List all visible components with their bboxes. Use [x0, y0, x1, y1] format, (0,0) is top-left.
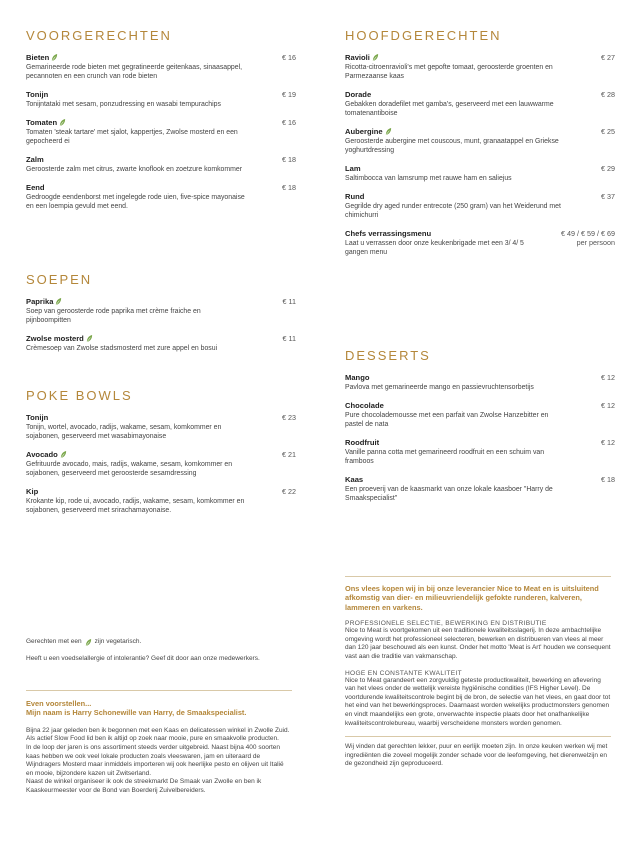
item-header — [26, 413, 296, 422]
item-header — [345, 373, 615, 382]
divider — [345, 736, 611, 737]
item-description: Laat u verrassen door onze keukenbrigade met een 3/ 4/ 5 gangen menu — [345, 240, 524, 256]
section-desserts — [345, 348, 615, 512]
item-name-text: Tomaten — [26, 118, 58, 127]
item-name-text: Lam — [345, 164, 361, 173]
item-name-text: Chocolade — [345, 401, 384, 410]
item-name-text: Tonijn — [26, 90, 49, 99]
item-name-text: Zalm — [26, 155, 44, 164]
item-price: € 29 — [601, 164, 615, 173]
item-price: € 18 — [282, 155, 296, 164]
menu-item — [26, 413, 296, 441]
item-name-text: Bieten — [26, 53, 50, 62]
item-name-text: Eend — [26, 183, 45, 192]
item-header — [26, 183, 296, 192]
meat-subheading-2: HOGE EN CONSTANTE KWALITEIT — [345, 669, 462, 677]
meat-paragraph-2: Nice to Meat garandeert een zorgvuldig geteste productkwaliteit, bewerking en aflevering van het vlees onder de wettelijk vereiste hygiënische condities (IFS Higher Level). De voortdurende kwaliteitscontrole begint bij de bron, de selectie van het vlees, en gaat door tot het eind van het bewerkingsproces. Daarnaast worden wekelijks productmonsters genomen en vindt maandelijks een grote, onverwachte inspectie plaats door het onafhankelijke kwaliteitscontrolebureau, waarbij verscheidene monsters worden genomen. — [345, 676, 611, 727]
menu-item — [345, 164, 615, 183]
menu-item — [26, 53, 296, 81]
item-header — [26, 155, 296, 164]
section-title: DESSERTS — [345, 348, 431, 363]
menu-item — [26, 155, 296, 174]
item-description: Krokante kip, rode ui, avocado, radijs, wakame, sesam, komkommer en sojabonen, geserveerd met sriracha​mayonaise. — [26, 498, 245, 514]
item-name — [345, 401, 384, 410]
item-description: Gemarineerde rode bieten met gegratineerde geitenkaas, sinaasappel, pecannoten en een crunch van rode bieten — [26, 64, 243, 80]
item-price: € 18 — [282, 183, 296, 192]
item-name — [345, 192, 364, 201]
item-name — [26, 183, 45, 192]
harry-heading-1: Even voorstellen... — [26, 699, 92, 708]
item-header — [26, 487, 296, 496]
vegetarian-note-prefix: Gerechten met een — [26, 638, 82, 646]
item-name-text: Aubergine — [345, 127, 383, 136]
item-name — [26, 487, 38, 496]
item-price: € 16 — [282, 118, 296, 127]
leaf-icon — [385, 127, 392, 136]
leaf-icon — [55, 297, 62, 306]
meat-subheading-1: PROFESSIONELE SELECTIE, BEWERKING EN DISTRIBUTIE — [345, 620, 547, 628]
section-soepen — [26, 272, 296, 362]
leaf-icon — [372, 53, 379, 62]
item-name — [26, 118, 66, 127]
item-name — [26, 297, 62, 306]
harry-paragraph-2: In de loop der jaren is ons assortiment steeds verder uitgebreid. Naast bijna 400 soorten kaas hebben we ook veel lokale producten zoals vleeswaren, jam en uiteraard de Wijndragers Mosterd maar inmiddels importeren wij ook heerlijke pesto en olijven uit Italië en mooie, bijzondere kazen uit Zwitserland. — [26, 744, 284, 777]
item-header — [345, 192, 615, 201]
item-header — [345, 127, 615, 136]
leaf-icon — [59, 118, 66, 127]
item-price-unit: per persoon — [576, 238, 615, 247]
item-price-value: € 49 / € 59 / € 69 — [561, 229, 615, 238]
item-name-text: Roodfruit — [345, 438, 380, 447]
leaf-icon — [60, 450, 67, 459]
harry-paragraph-1: Bijna 22 jaar geleden ben ik begonnen met een Kaas en delicatessen winkel in Zwolle Zuid. Als actief Slow Food lid ben ik altijd op zoek naar mooie, pure en smaakvolle producten. — [26, 726, 290, 743]
section-hoofdgerechten — [345, 28, 615, 266]
item-price: € 19 — [282, 90, 296, 99]
menu-item — [345, 438, 615, 466]
item-header — [345, 401, 615, 410]
item-price: € 25 — [601, 127, 615, 136]
item-price: € 37 — [601, 192, 615, 201]
item-description: Tonijntataki met sesam, ponzudressing en wasabi tempurachips — [26, 101, 221, 108]
menu-item — [26, 334, 296, 353]
menu-item — [345, 475, 615, 503]
menu-item — [26, 487, 296, 515]
section-title: HOOFDGERECHTEN — [345, 28, 502, 43]
item-price: € 12 — [601, 373, 615, 382]
leaf-icon — [51, 53, 58, 62]
item-name — [26, 155, 44, 164]
item-name-text: Dorade — [345, 90, 372, 99]
item-description: Geroosterde aubergine met couscous, munt, granaatappel en Griekse yoghurtdressing — [345, 138, 559, 154]
menu-item — [26, 118, 296, 146]
item-name — [26, 413, 48, 422]
item-description: Geroosterde zalm met citrus, zwarte knoflook en zoetzure komkommer — [26, 166, 242, 173]
footnotes — [26, 638, 296, 664]
meat-paragraph-1: Nice to Meat is voortgekomen uit een traditionele kwaliteitsslagerij. In deze ambachtelijke omgeving wordt het professioneel selecteren, bewerken en distribueren van vlees al meer dan 120 jaar beschouwd als een kunst. Onder het motto 'Meat is Art' houden we consequent vast aan die traditie van vakmanschap. — [345, 627, 611, 660]
item-price: € 28 — [601, 90, 615, 99]
item-name — [26, 334, 93, 343]
item-name — [345, 438, 379, 447]
meat-section — [345, 576, 611, 769]
item-name-text: Chefs verrassingsmenu — [345, 229, 432, 238]
item-description: Tomaten 'steak tartare' met sjalot, kappertjes, Zwolse mosterd en een gepocheerd ei — [26, 129, 238, 145]
item-name-text: Kip — [26, 487, 39, 496]
item-name — [26, 450, 67, 459]
section-voorgerechten — [26, 28, 296, 211]
item-header — [26, 118, 296, 127]
meat-paragraph-3: Wij vinden dat gerechten lekker, puur en eerlijk moeten zijn. In onze keuken werken wij met ingrediënten die zoveel mogelijk zonder schade voor de leefomgeving, het dierenwelzijn en de gezondheid zijn geproduceerd. — [345, 743, 608, 768]
item-price: € 27 — [601, 53, 615, 62]
item-description: Soep van geroosterde rode paprika met crème fraiche en pijnboompitten — [26, 308, 201, 324]
item-price — [561, 229, 615, 247]
item-header — [26, 334, 296, 343]
item-header — [345, 475, 615, 484]
item-description: Een proeverij van de kaasmarkt van onze lokale kaasboer "Harry de Smaakspecialist" — [345, 486, 553, 502]
item-name-text: Mango — [345, 373, 370, 382]
item-name — [345, 475, 363, 484]
item-price: € 16 — [282, 53, 296, 62]
item-name — [26, 90, 48, 99]
menu-item — [26, 297, 296, 325]
divider — [26, 690, 292, 691]
item-header — [26, 297, 296, 306]
item-description: Gegrilde dry aged runder entrecote (250 gram) van het Weiderund met chimichurri — [345, 203, 561, 219]
item-name — [26, 53, 58, 62]
item-name — [345, 373, 369, 382]
item-name — [345, 127, 392, 136]
left-column — [26, 28, 296, 220]
item-description: Pure chocolademousse met een parfait van Zwolse Hanzebitter en pastel de nata — [345, 412, 549, 428]
item-price: € 11 — [282, 334, 296, 343]
menu-item — [345, 192, 615, 220]
menu-item — [26, 183, 296, 211]
vegetarian-note — [26, 638, 296, 647]
item-description: Gebakken doradefilet met gamba's, geserveerd met een lauwwarme tomatenantiboise — [345, 101, 554, 117]
harry-section — [26, 690, 292, 796]
item-name-text: Rund — [345, 192, 365, 201]
harry-heading-2: Mijn naam is Harry Schonewille van Harry, de Smaakspecialist. — [26, 708, 247, 718]
harry-paragraph-3: Naast de winkel organiseer ik ook de streekmarkt De Smaak van Zwolle en ben ik Kaaskeurmeester voor de Bond van Boerderij Zuivelbereiders. — [26, 778, 262, 794]
item-header — [26, 450, 296, 459]
item-name — [345, 229, 431, 238]
item-name-text: Kaas — [345, 475, 364, 484]
item-description: Vanille panna cotta met gemarineerd roodfruit en een schuim van framboos — [345, 449, 545, 465]
item-name-text: Avocado — [26, 450, 58, 459]
menu-item — [26, 450, 296, 478]
item-header — [26, 90, 296, 99]
menu-item — [345, 90, 615, 118]
item-description: Tonijn, wortel, avocado, radijs, wakame, sesam, komkommer en sojabonen, geserveerd met wasabimayonaise — [26, 424, 222, 440]
item-description: Ricotta-citroenravioli's met gepofte tomaat, geroosterde groenten en Parmezaanse kaas — [345, 64, 553, 80]
item-price: € 18 — [601, 475, 615, 484]
item-name-text: Ravioli — [345, 53, 370, 62]
item-name — [345, 90, 371, 99]
item-name-text: Zwolse mosterd — [26, 334, 84, 343]
item-description: Gedroogde eendenborst met ingelegde rode uien, five-spice mayonaise en een loempia gevuld met eend. — [26, 194, 245, 210]
section-title: POKE BOWLS — [26, 388, 133, 403]
item-description: Pavlova met gemarineerde mango en passievruchtensorbetijs — [345, 384, 534, 391]
divider — [345, 576, 611, 577]
allergy-note: Heeft u een voedselallergie of intolerantie? Geef dit door aan onze medewerkers. — [26, 655, 260, 662]
section-poke-bowls — [26, 388, 296, 524]
item-name-text: Paprika — [26, 297, 54, 306]
item-name-text: Tonijn — [26, 413, 49, 422]
item-description: Gefrituurde avocado, mais, radijs, wakame, sesam, komkommer en sojabonen, geserveerd met geroosterde sesamdressing — [26, 461, 233, 477]
vegetarian-note-suffix: zijn vegetarisch. — [94, 638, 142, 646]
section-title: VOORGERECHTEN — [26, 28, 172, 43]
meat-heading: Ons vlees kopen wij in bij onze leverancier Nice to Meat en is uitsluitend afkomstig van dier- en milieuvriendelijk gefokte runderen, kalveren, lammeren en varkens. — [345, 584, 599, 612]
item-header — [345, 438, 615, 447]
item-price: € 22 — [282, 487, 296, 496]
item-name — [345, 164, 361, 173]
menu-item — [345, 127, 615, 155]
item-header — [26, 53, 296, 62]
item-header — [345, 164, 615, 173]
menu-item — [345, 53, 615, 81]
item-header — [345, 90, 615, 99]
section-title: SOEPEN — [26, 272, 93, 287]
menu-item — [345, 373, 615, 392]
item-price: € 11 — [282, 297, 296, 306]
menu-item — [26, 90, 296, 109]
item-name — [345, 53, 379, 62]
item-price: € 21 — [282, 450, 296, 459]
menu-item — [345, 229, 615, 257]
leaf-icon — [86, 334, 93, 343]
item-price: € 23 — [282, 413, 296, 422]
item-price: € 12 — [601, 401, 615, 410]
leaf-icon — [85, 638, 92, 647]
item-description: Saltimbocca van lamsrump met rauwe ham en saliejus — [345, 175, 512, 182]
menu-item — [345, 401, 615, 429]
item-header — [345, 53, 615, 62]
item-description: Crèmesoep van Zwolse stadsmosterd met zure appel en bosui — [26, 345, 218, 352]
item-price: € 12 — [601, 438, 615, 447]
